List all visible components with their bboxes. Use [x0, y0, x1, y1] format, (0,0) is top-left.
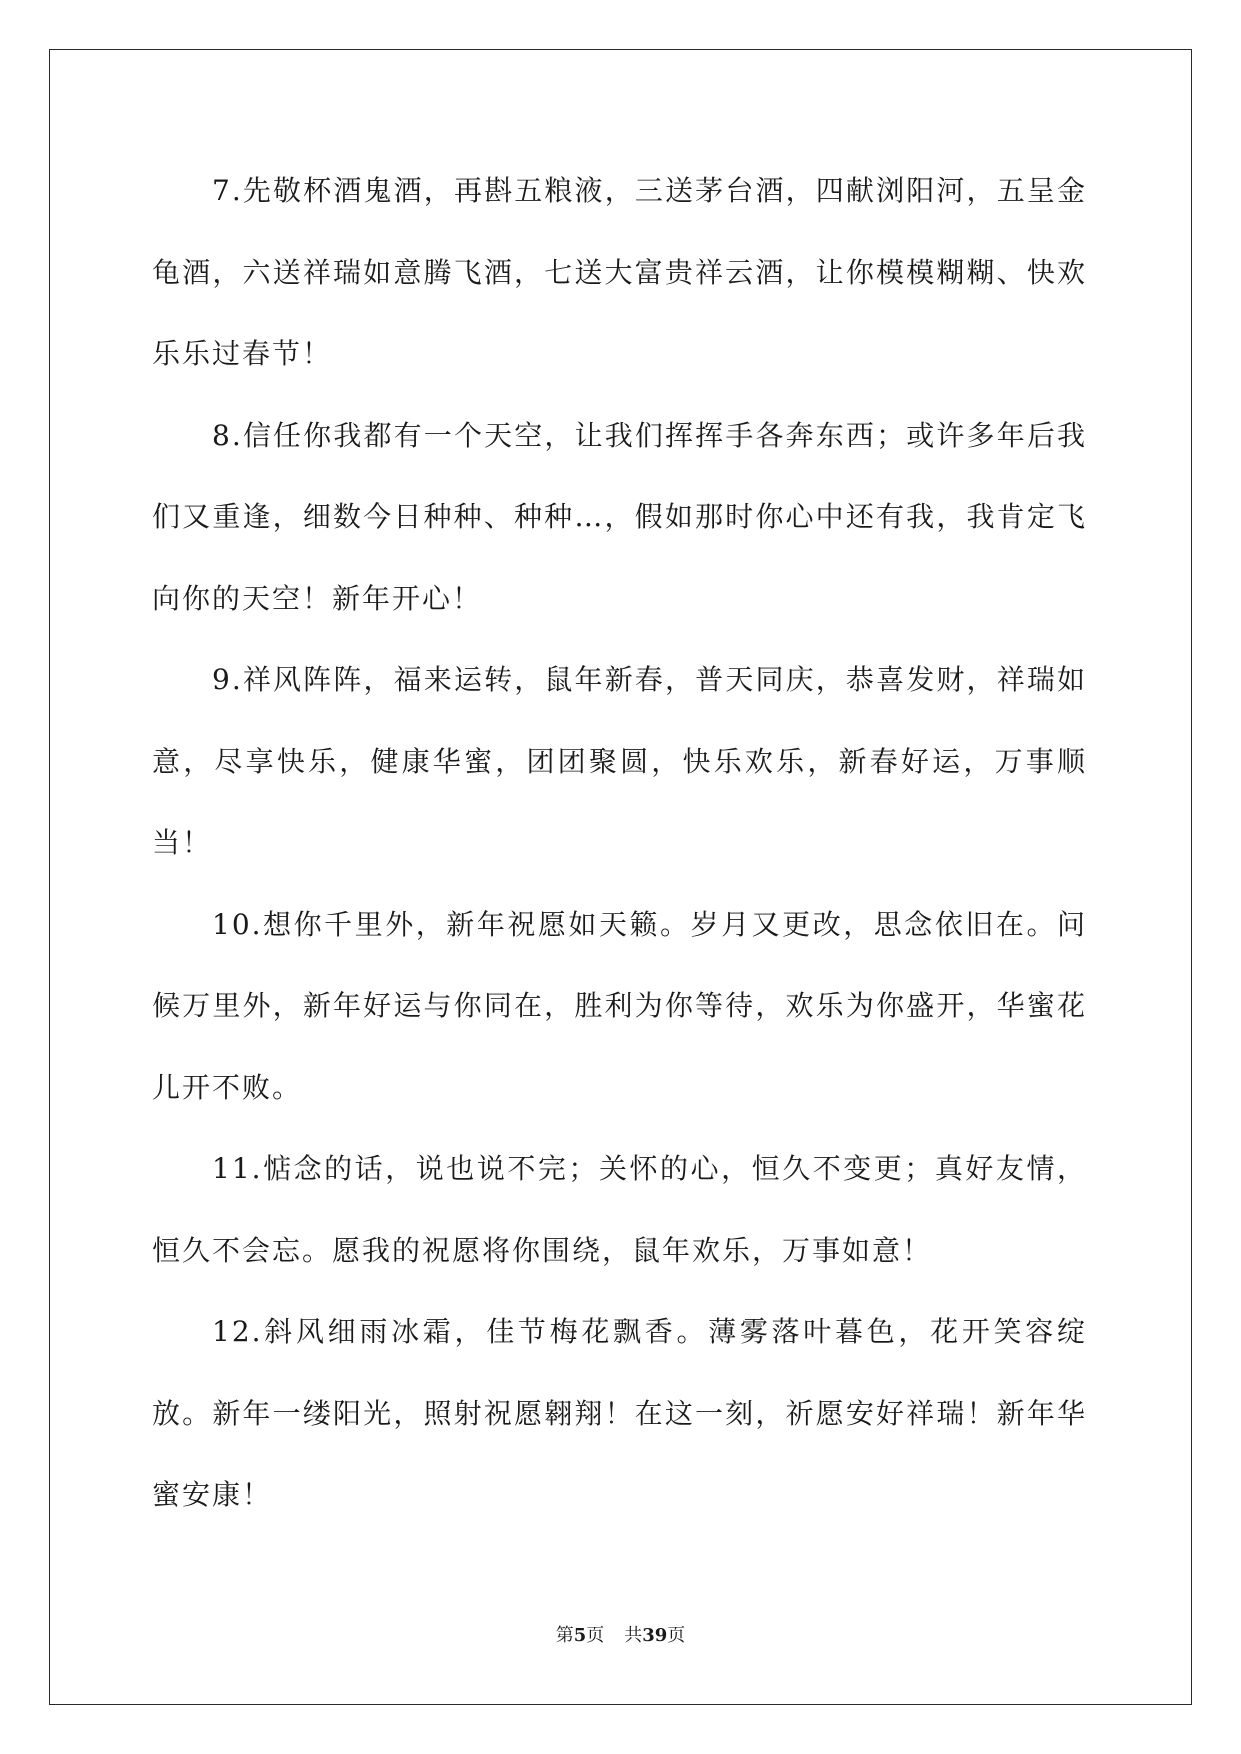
- paragraph-9: 9.祥风阵阵，福来运转，鼠年新春，普天同庆，恭喜发财，祥瑞如意，尽享快乐，健康华蜜，团团聚圆，快乐欢乐，新春好运，万事顺当！: [152, 663, 1087, 859]
- paragraph-12: 12.斜风细雨冰霜，佳节梅花飘香。薄雾落叶暮色，花开笑容绽放。新年一缕阳光，照射祝愿翱翔！在这一刻，祈愿安好祥瑞！新年华蜜安康！: [152, 1315, 1087, 1511]
- current-page-number: 5: [573, 1625, 587, 1646]
- total-page-count: 39: [642, 1625, 668, 1646]
- paragraph-10: 10.想你千里外，新年祝愿如天籁。岁月又更改，思念依旧在。问候万里外，新年好运与你同在，胜利为你等待，欢乐为你盛开，华蜜花儿开不败。: [152, 907, 1087, 1104]
- paragraph-11: 11.惦念的话，说也说不完；关怀的心，恒久不变更；真好友情，恒久不会忘。愿我的祝愿将你围绕，鼠年欢乐，万事如意！: [152, 1152, 1087, 1267]
- footer-total-prefix: 共: [624, 1625, 643, 1646]
- footer-page-suffix: 页: [586, 1625, 605, 1646]
- paragraph-8: 8.信任你我都有一个天空，让我们挥挥手各奔东西；或许多年后我们又重逢，细数今日种种、种种…，假如那时你心中还有我，我肯定飞向你的天空！新年开心！: [152, 418, 1087, 615]
- document-body: [152, 150, 1087, 1536]
- paragraph-7: 7.先敬杯酒鬼酒，再斟五粮液，三送茅台酒，四献浏阳河，五呈金龟酒，六送祥瑞如意腾飞酒，七送大富贵祥云酒，让你模模糊糊、快欢乐乐过春节！: [152, 174, 1087, 370]
- footer-total-suffix: 页: [667, 1625, 686, 1646]
- page-footer: [0, 1624, 1241, 1648]
- footer-prefix: 第: [555, 1625, 574, 1646]
